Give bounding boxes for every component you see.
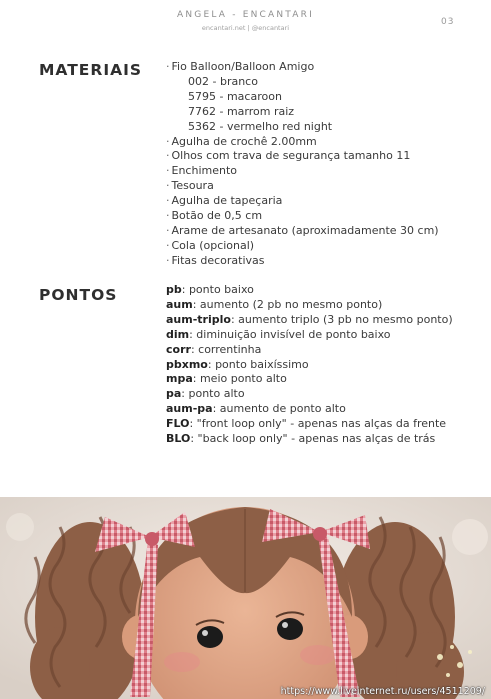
pontos-item: [166, 387, 466, 402]
bullet-dot: ·: [166, 223, 170, 237]
pontos-item: [166, 283, 466, 298]
pontos-desc: : meio ponto alto: [192, 372, 287, 386]
doll-illustration: [0, 497, 491, 699]
materiais-item-text: 7762 - marrom raiz: [188, 104, 295, 118]
page-number: 03: [441, 17, 455, 27]
header-brand: ANGELA - ENCANTARI: [177, 10, 314, 20]
materiais-subitem: [166, 105, 466, 120]
materiais-item-text: Arame de artesanato (aproximadamente 30 cm): [171, 223, 439, 237]
pontos-abbr: corr: [166, 342, 191, 356]
bullet-dot: ·: [166, 253, 170, 267]
bullet-dot: ·: [166, 194, 170, 208]
materiais-item-text: Fio Balloon/Balloon Amigo: [171, 60, 315, 73]
materiais-subitem: [166, 120, 466, 135]
pontos-item: [166, 358, 466, 373]
materiais-item: [166, 60, 466, 75]
materiais-item: [166, 164, 466, 179]
materiais-title: MATERIAIS: [39, 61, 143, 79]
materiais-item: [166, 179, 466, 194]
materiais-item-text: Olhos com trava de segurança tamanho 11: [171, 149, 411, 163]
pontos-abbr: dim: [166, 327, 190, 341]
materiais-item-text: Fitas decorativas: [171, 253, 265, 267]
materiais-item-text: Tesoura: [171, 179, 214, 193]
header-subtitle: encantari.net | @encantari: [201, 24, 290, 32]
pontos-item: [166, 298, 466, 313]
materiais-item: [166, 149, 466, 164]
pontos-abbr: pa: [166, 387, 182, 401]
materiais-item-text: Agulha de crochê 2.00mm: [171, 134, 317, 148]
bullet-dot: ·: [166, 149, 170, 163]
materiais-list: [166, 60, 466, 269]
materiais-item: [166, 239, 466, 254]
pontos-desc: : ponto baixíssimo: [207, 357, 309, 371]
pontos-desc: : aumento triplo (3 pb no mesmo ponto): [230, 312, 453, 326]
bullet-dot: ·: [166, 60, 170, 73]
pontos-desc: : "back loop only" - apenas nas alças de trás: [190, 432, 436, 446]
bullet-dot: ·: [166, 209, 170, 223]
bullet-dot: ·: [166, 179, 170, 193]
bullet-dot: ·: [166, 134, 170, 148]
pontos-desc: : correntinha: [190, 342, 262, 356]
materiais-item-text: 5362 - vermelho red night: [188, 119, 333, 133]
pontos-abbr: FLO: [166, 417, 190, 431]
pontos-item: [166, 328, 466, 343]
bullet-dot: ·: [166, 164, 170, 178]
pontos-abbr: aum: [166, 297, 193, 311]
pontos-abbr: mpa: [166, 372, 193, 386]
materiais-item-text: Botão de 0,5 cm: [171, 209, 263, 223]
pontos-abbr: aum-triplo: [166, 312, 231, 326]
pontos-desc: : ponto alto: [181, 387, 245, 401]
pontos-title: PONTOS: [39, 286, 118, 304]
pontos-desc: : aumento (2 pb no mesmo ponto): [192, 297, 383, 311]
pontos-item: [166, 417, 466, 432]
materiais-item: [166, 224, 466, 239]
materiais-item: [166, 254, 466, 269]
pontos-desc: : aumento de ponto alto: [212, 402, 346, 416]
pontos-abbr: aum-pa: [166, 402, 213, 416]
pontos-list: [166, 283, 466, 447]
pontos-abbr: pbxmo: [166, 357, 208, 371]
materiais-item-text: Agulha de tapeçaria: [171, 194, 283, 208]
pontos-desc: : ponto baixo: [181, 283, 254, 296]
pontos-item: [166, 343, 466, 358]
materiais-item-text: 002 - branco: [188, 74, 258, 88]
pontos-desc: : diminuição invisível de ponto baixo: [189, 327, 391, 341]
pontos-abbr: pb: [166, 283, 182, 296]
materiais-item: [166, 135, 466, 150]
materiais-subitem: [166, 90, 466, 105]
materiais-item-text: 5795 - macaroon: [188, 89, 282, 103]
materiais-item: [166, 194, 466, 209]
materiais-subitem: [166, 75, 466, 90]
materiais-item: [166, 209, 466, 224]
materiais-item-text: Enchimento: [171, 164, 237, 178]
photo-watermark: https://www.liveinternet.ru/users/4511209/: [280, 686, 485, 697]
pontos-desc: : "front loop only" - apenas nas alças da frente: [189, 417, 447, 431]
pontos-item: [166, 402, 466, 417]
pontos-item: [166, 313, 466, 328]
bullet-dot: ·: [166, 238, 170, 252]
doll-photo: [0, 497, 491, 699]
pontos-item: [166, 432, 466, 447]
materiais-item-text: Cola (opcional): [171, 238, 255, 252]
pontos-abbr: BLO: [166, 432, 191, 446]
pontos-item: [166, 372, 466, 387]
